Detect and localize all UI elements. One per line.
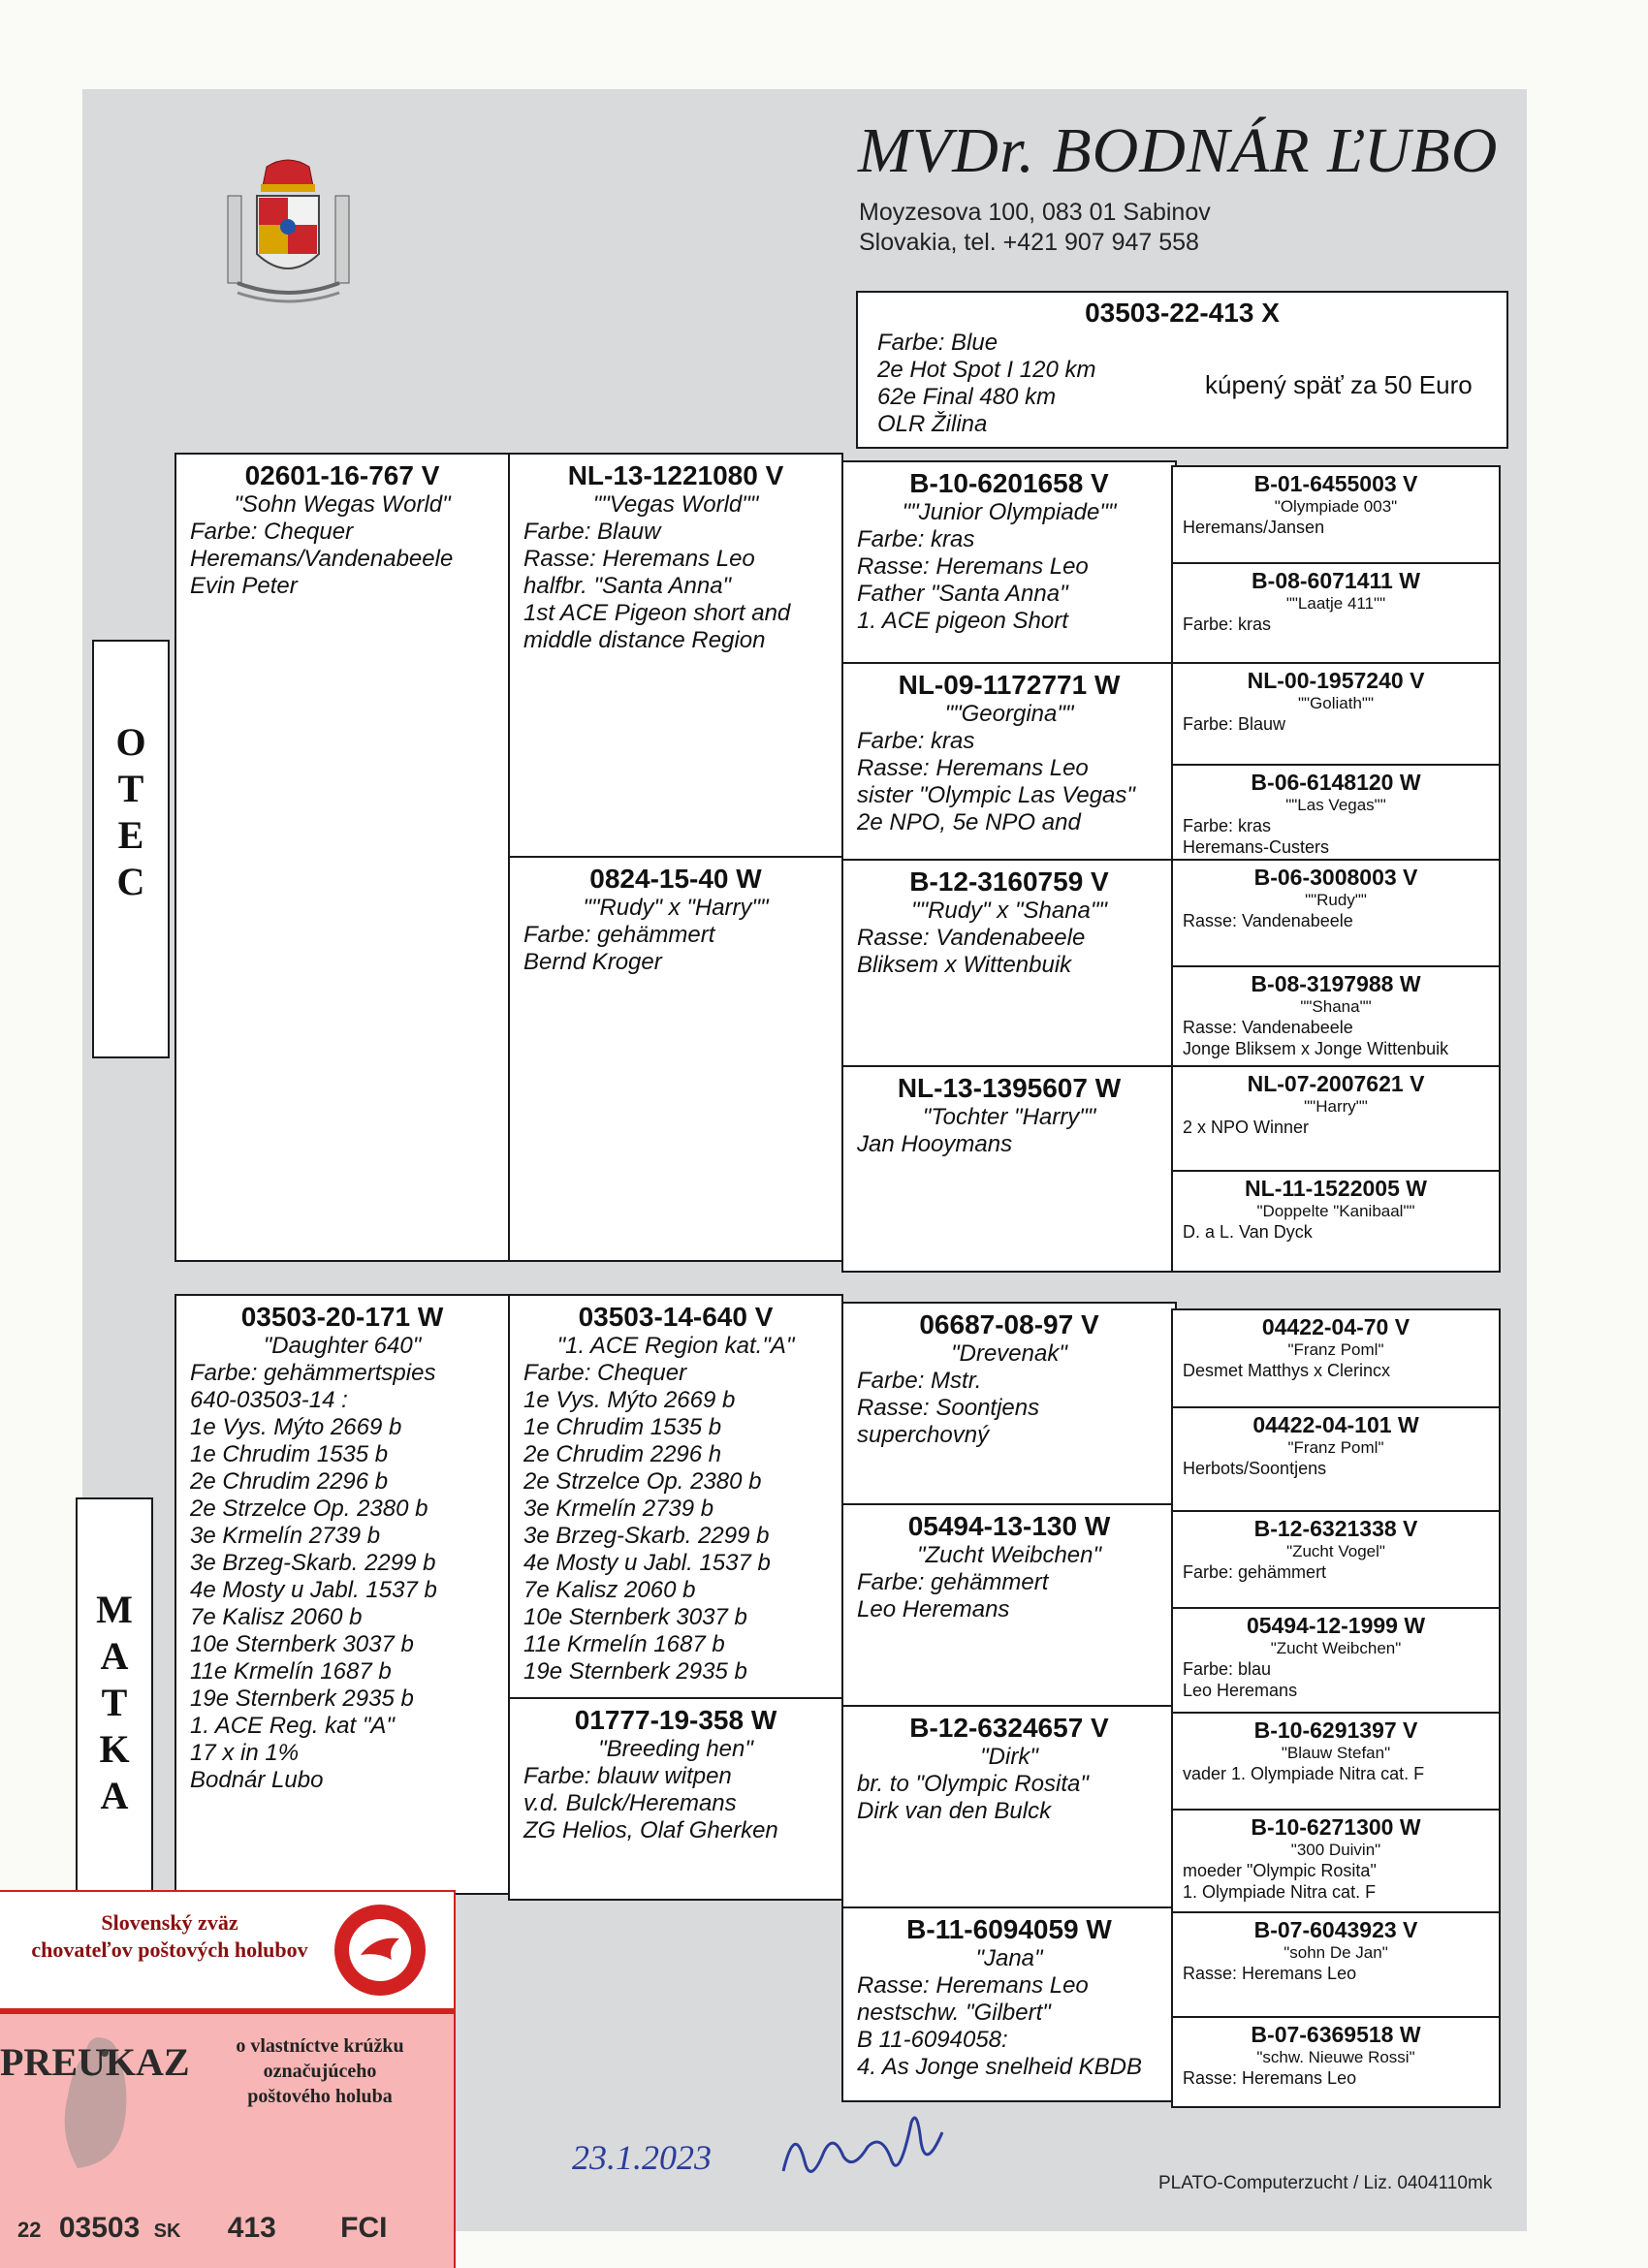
signature-date: 23.1.2023: [572, 2138, 712, 2177]
matka-g2a-box: [508, 1294, 843, 1699]
matka-g4-box: [1171, 1809, 1501, 1913]
card-org-line: Slovenský zväz: [101, 1910, 238, 1935]
detail-line: 3e Krmelín 2739 b: [523, 1496, 714, 1522]
detail-line: Rasse: Vandenabeele: [1183, 1018, 1353, 1037]
matka-g4-box: [1171, 1911, 1501, 2018]
pigeon-name: ""Las Vegas"": [1285, 796, 1386, 814]
ring-number: 03503-14-640 V: [578, 1302, 774, 1332]
main-pigeon-line: 62e Final 480 km: [877, 384, 1057, 410]
ring-number: NL-13-1221080 V: [567, 460, 784, 490]
detail-line: Farbe: kras: [1183, 816, 1272, 835]
main-pigeon-line: 2e Hot Spot I 120 km: [877, 357, 1096, 383]
otec-g4-box: [1171, 662, 1501, 766]
ring-number: 04422-04-101 W: [1252, 1412, 1419, 1437]
ring-number: 03503-20-171 W: [240, 1302, 444, 1332]
matka-g3a-box: [841, 1302, 1177, 1505]
detail-line: Farbe: Chequer: [190, 519, 354, 545]
matka-letter: A: [100, 1634, 129, 1678]
detail-line: moeder "Olympic Rosita": [1183, 1861, 1377, 1880]
detail-line: vader 1. Olympiade Nitra cat. F: [1183, 1764, 1425, 1783]
breeder-name: MVDr. BODNÁR ĽUBO: [858, 115, 1499, 186]
detail-line: Dirk van den Bulck: [857, 1798, 1052, 1824]
card-country: SK: [153, 2221, 181, 2242]
pigeon-name: "Blauw Stefan": [1281, 1744, 1391, 1762]
ring-number: B-10-6201658 V: [909, 468, 1109, 498]
main-pigeon-box: [856, 291, 1508, 449]
detail-line: Rasse: Heremans Leo: [1183, 2068, 1357, 2088]
ring-number: 05494-13-130 W: [907, 1511, 1111, 1541]
detail-line: ZG Helios, Olaf Gherken: [523, 1817, 778, 1843]
detail-line: sister "Olympic Las Vegas": [857, 782, 1135, 808]
detail-line: 10e Sternberk 3037 b: [190, 1631, 414, 1657]
breeder-contact: Slovakia, tel. +421 907 947 558: [859, 229, 1199, 256]
pigeon-name: ""Georgina"": [944, 701, 1074, 727]
pigeon-name: "Daughter 640": [263, 1333, 422, 1359]
card-ownership-line: označujúceho: [263, 2061, 377, 2082]
detail-line: 2e Strzelce Op. 2380 b: [190, 1496, 428, 1522]
otec-g2b-box: [508, 856, 843, 1262]
detail-line: 4e Mosty u Jabl. 1537 b: [190, 1577, 437, 1603]
otec-g3a-box: [841, 460, 1177, 664]
ring-number: NL-09-1172771 W: [898, 670, 1121, 700]
pigeon-name: ""Goliath"": [1297, 694, 1374, 712]
detail-line: Evin Peter: [190, 573, 298, 599]
matka-g4-box: [1171, 1406, 1501, 1512]
detail-line: Rasse: Heremans Leo: [523, 546, 755, 572]
matka-letter: T: [101, 1681, 128, 1724]
detail-line: 4e Mosty u Jabl. 1537 b: [523, 1550, 771, 1576]
card-ring-number: [0, 2212, 454, 2245]
detail-line: Bernd Kroger: [523, 949, 662, 975]
matka-letter: A: [100, 1774, 129, 1817]
detail-line: Desmet Matthys x Clerincx: [1183, 1361, 1391, 1380]
pigeon-name: "Jana": [975, 1945, 1043, 1971]
ring-number: B-01-6455003 V: [1253, 471, 1418, 496]
detail-line: 2e Chrudim 2296 h: [523, 1441, 722, 1467]
breeder-address: Moyzesova 100, 083 01 Sabinov: [859, 199, 1211, 226]
detail-line: Farbe: Blauw: [1183, 714, 1286, 734]
ring-number: B-10-6271300 W: [1251, 1814, 1421, 1840]
ring-number: B-06-6148120 W: [1251, 770, 1421, 795]
detail-line: Farbe: gehämmert: [1183, 1562, 1327, 1582]
matka-g2b-box: [508, 1697, 843, 1901]
otec-g4-box: [1171, 562, 1501, 664]
detail-line: Heremans-Custers: [1183, 837, 1330, 857]
detail-line: 640-03503-14 :: [190, 1387, 348, 1413]
detail-line: Heremans/Jansen: [1183, 518, 1325, 537]
detail-line: 19e Sternberk 2935 b: [523, 1658, 747, 1685]
matka-g1-box: [174, 1294, 510, 1895]
otec-g2a-box: [508, 453, 843, 858]
detail-line: Farbe: blauw witpen: [523, 1763, 732, 1789]
detail-line: Rasse: Heremans Leo: [1183, 1964, 1357, 1983]
detail-line: Leo Heremans: [857, 1596, 1010, 1622]
software-footer: PLATO-Computerzucht / Liz. 0404110mk: [1158, 2173, 1493, 2193]
pigeon-name: ""Rudy" x "Harry"": [583, 895, 769, 921]
detail-line: Farbe: Blauw: [523, 519, 661, 545]
detail-line: 10e Sternberk 3037 b: [523, 1604, 747, 1630]
pigeon-name: ""Laatje 411"": [1285, 594, 1386, 613]
ring-number: B-06-3008003 V: [1253, 865, 1418, 890]
ring-number: B-08-3197988 W: [1251, 971, 1421, 996]
otec-g4-box: [1171, 764, 1501, 861]
detail-line: 4. As Jonge snelheid KBDB: [857, 2054, 1142, 2080]
detail-line: superchovný: [857, 1422, 990, 1448]
ring-ownership-card: [0, 1890, 456, 2268]
matka-g4-box: [1171, 1607, 1501, 1714]
detail-line: Farbe: Chequer: [523, 1360, 687, 1386]
otec-g3b-box: [841, 662, 1177, 861]
ring-number: 04422-04-70 V: [1261, 1314, 1410, 1339]
detail-line: nestschw. "Gilbert": [857, 2000, 1051, 2026]
card-ownership-line: o vlastníctve krúžku: [236, 2035, 404, 2057]
otec-letter: C: [116, 860, 145, 903]
detail-line: Farbe: Mstr.: [857, 1368, 982, 1394]
otec-g4-box: [1171, 965, 1501, 1067]
otec-label: [92, 640, 170, 1058]
card-org-line: chovateľov poštových holubov: [31, 1937, 308, 1962]
pigeon-name: ""Rudy" x "Shana"": [911, 898, 1107, 924]
pigeon-name: "Doppelte "Kanibaal"": [1256, 1202, 1415, 1220]
detail-line: v.d. Bulck/Heremans: [523, 1790, 737, 1816]
matka-letter: K: [99, 1727, 130, 1771]
detail-line: 1. Olympiade Nitra cat. F: [1183, 1882, 1377, 1902]
ring-number: 01777-19-358 W: [574, 1705, 777, 1735]
otec-g3c-box: [841, 859, 1177, 1067]
pigeon-name: ""Harry"": [1304, 1097, 1368, 1116]
otec-g4-box: [1171, 1065, 1501, 1172]
detail-line: Leo Heremans: [1183, 1681, 1298, 1700]
otec-letter: E: [117, 813, 144, 857]
ring-number: B-07-6369518 W: [1251, 2022, 1421, 2047]
detail-line: B 11-6094058:: [857, 2027, 1008, 2053]
detail-line: 1e Chrudim 1535 b: [523, 1414, 722, 1440]
pigeon-name: "sohn De Jan": [1284, 1943, 1388, 1962]
ring-number: NL-00-1957240 V: [1247, 668, 1425, 693]
detail-line: 7e Kalisz 2060 b: [523, 1577, 696, 1603]
ring-number: B-07-6043923 V: [1253, 1917, 1418, 1942]
main-pigeon-note: kúpený späť za 50 Euro: [1205, 370, 1473, 399]
ring-number: NL-13-1395607 W: [897, 1073, 1122, 1103]
detail-line: Father "Santa Anna": [857, 581, 1068, 607]
ring-number: NL-07-2007621 V: [1247, 1071, 1425, 1096]
detail-line: 19e Sternberk 2935 b: [190, 1685, 414, 1712]
card-ownership-line: poštového holuba: [247, 2086, 393, 2107]
card-title: PREUKAZ: [0, 2040, 190, 2084]
matka-g3d-box: [841, 1906, 1177, 2102]
detail-line: Rasse: Heremans Leo: [857, 1972, 1089, 1999]
detail-line: D. a L. Van Dyck: [1183, 1222, 1313, 1242]
pigeon-name: "Sohn Wegas World": [234, 491, 451, 518]
detail-line: 1e Vys. Mýto 2669 b: [190, 1414, 402, 1440]
ring-number: B-12-6321338 V: [1253, 1516, 1418, 1541]
ring-number: 0824-15-40 W: [589, 864, 762, 894]
pigeon-name: "300 Duivin": [1290, 1841, 1381, 1859]
pigeon-name: ""Junior Olympiade"": [902, 499, 1117, 525]
coat-of-arms-icon: [218, 157, 359, 304]
pigeon-name: "Zucht Weibchen": [916, 1542, 1102, 1568]
ring-number: B-11-6094059 W: [906, 1914, 1112, 1944]
pigeon-name: "Franz Poml": [1287, 1438, 1384, 1457]
detail-line: Farbe: gehämmert: [857, 1569, 1049, 1595]
otec-letter: O: [115, 720, 146, 764]
main-pigeon-line: OLR Žilina: [877, 411, 988, 437]
ring-number: 02601-16-767 V: [244, 460, 440, 490]
card-header: [0, 1892, 454, 2014]
detail-line: 11e Krmelín 1687 b: [523, 1631, 725, 1657]
pigeon-name: "Zucht Weibchen": [1270, 1639, 1402, 1657]
pigeon-name: "Olympiade 003": [1274, 497, 1398, 516]
otec-g4-box: [1171, 859, 1501, 967]
detail-line: Bliksem x Wittenbuik: [857, 952, 1072, 978]
detail-line: 3e Brzeg-Skarb. 2299 b: [523, 1523, 770, 1549]
detail-line: 1. ACE pigeon Short: [857, 608, 1068, 634]
detail-line: Farbe: blau: [1183, 1659, 1272, 1679]
ring-number: B-12-6324657 V: [909, 1713, 1109, 1743]
card-org: FCI: [340, 2212, 388, 2244]
detail-line: Farbe: gehämmertspies: [190, 1360, 436, 1386]
detail-line: Rasse: Heremans Leo: [857, 553, 1089, 580]
signature-icon: [776, 2103, 950, 2190]
detail-line: 11e Krmelín 1687 b: [190, 1658, 392, 1685]
detail-line: Jan Hooymans: [857, 1131, 1013, 1157]
pigeon-name: "schw. Nieuwe Rossi": [1256, 2048, 1415, 2066]
matka-g4-box: [1171, 1712, 1501, 1811]
detail-line: Farbe: kras: [857, 728, 975, 754]
detail-line: Heremans/Vandenabeele: [190, 546, 454, 572]
pigeon-name: "Zucht Vogel": [1286, 1542, 1385, 1560]
pigeon-name: ""Shana"": [1300, 997, 1372, 1016]
card-number: 413: [227, 2212, 276, 2244]
detail-line: Bodnár Lubo: [190, 1767, 324, 1793]
main-pigeon-line: Farbe: Blue: [877, 330, 998, 356]
card-year: 22: [17, 2218, 42, 2242]
pigeon-name: "Breeding hen": [598, 1736, 753, 1762]
detail-line: 2e Chrudim 2296 b: [190, 1468, 389, 1495]
detail-line: 7e Kalisz 2060 b: [190, 1604, 363, 1630]
detail-line: middle distance Region: [523, 627, 766, 653]
detail-line: Rasse: Soontjens: [857, 1395, 1040, 1421]
card-code: 03503: [58, 2212, 141, 2244]
detail-line: Farbe: gehämmert: [523, 922, 715, 948]
detail-line: 2e NPO, 5e NPO and: [857, 809, 1081, 835]
pigeon-name: "Tochter "Harry"": [922, 1104, 1096, 1130]
main-pigeon-ring: 03503-22-413 X: [1085, 298, 1280, 328]
detail-line: 2e Strzelce Op. 2380 b: [523, 1468, 762, 1495]
union-emblem-icon: [332, 1902, 428, 1999]
detail-line: 3e Krmelín 2739 b: [190, 1523, 381, 1549]
ring-number: 05494-12-1999 W: [1246, 1613, 1426, 1638]
otec-g3d-box: [841, 1065, 1177, 1273]
ring-number: B-12-3160759 V: [909, 866, 1109, 897]
ring-number: B-08-6071411 W: [1252, 568, 1420, 593]
detail-line: Rasse: Vandenabeele: [857, 925, 1086, 951]
pigeon-name: ""Rudy"": [1305, 891, 1367, 909]
detail-line: Farbe: kras: [857, 526, 975, 552]
detail-line: Rasse: Heremans Leo: [857, 755, 1089, 781]
matka-letter: M: [96, 1588, 133, 1631]
otec-letter: T: [117, 767, 144, 810]
otec-g1-box: [174, 453, 510, 1262]
otec-g4-box: [1171, 1170, 1501, 1273]
matka-g4-box: [1171, 2016, 1501, 2108]
matka-g3b-box: [841, 1503, 1177, 1707]
ring-number: NL-11-1522005 W: [1245, 1176, 1427, 1201]
pigeon-name: "Franz Poml": [1287, 1340, 1384, 1359]
detail-line: 2 x NPO Winner: [1183, 1118, 1310, 1137]
pigeon-name: "Drevenak": [951, 1340, 1067, 1367]
otec-g4-box: [1171, 465, 1501, 564]
detail-line: 1. ACE Reg. kat "A": [190, 1713, 395, 1739]
pigeon-name: "1. ACE Region kat."A": [556, 1333, 795, 1359]
pigeon-name: ""Vegas World"": [592, 491, 759, 518]
detail-line: Rasse: Vandenabeele: [1183, 911, 1353, 930]
detail-line: br. to "Olympic Rosita": [857, 1771, 1089, 1797]
detail-line: 1st ACE Pigeon short and: [523, 600, 791, 626]
detail-line: halfbr. "Santa Anna": [523, 573, 732, 599]
pigeon-name: "Dirk": [980, 1744, 1038, 1770]
detail-line: 17 x in 1%: [190, 1740, 300, 1766]
ring-number: B-10-6291397 V: [1253, 1717, 1418, 1743]
detail-line: Herbots/Soontjens: [1183, 1459, 1327, 1478]
matka-g3c-box: [841, 1705, 1177, 1908]
ring-number: 06687-08-97 V: [919, 1309, 1099, 1339]
detail-line: Farbe: kras: [1183, 614, 1272, 634]
matka-g4-box: [1171, 1308, 1501, 1408]
detail-line: 1e Chrudim 1535 b: [190, 1441, 389, 1467]
matka-g4-box: [1171, 1510, 1501, 1609]
detail-line: Jonge Bliksem x Jonge Wittenbuik: [1183, 1039, 1449, 1058]
detail-line: 1e Vys. Mýto 2669 b: [523, 1387, 736, 1413]
matka-label: [76, 1497, 153, 1905]
detail-line: 3e Brzeg-Skarb. 2299 b: [190, 1550, 436, 1576]
